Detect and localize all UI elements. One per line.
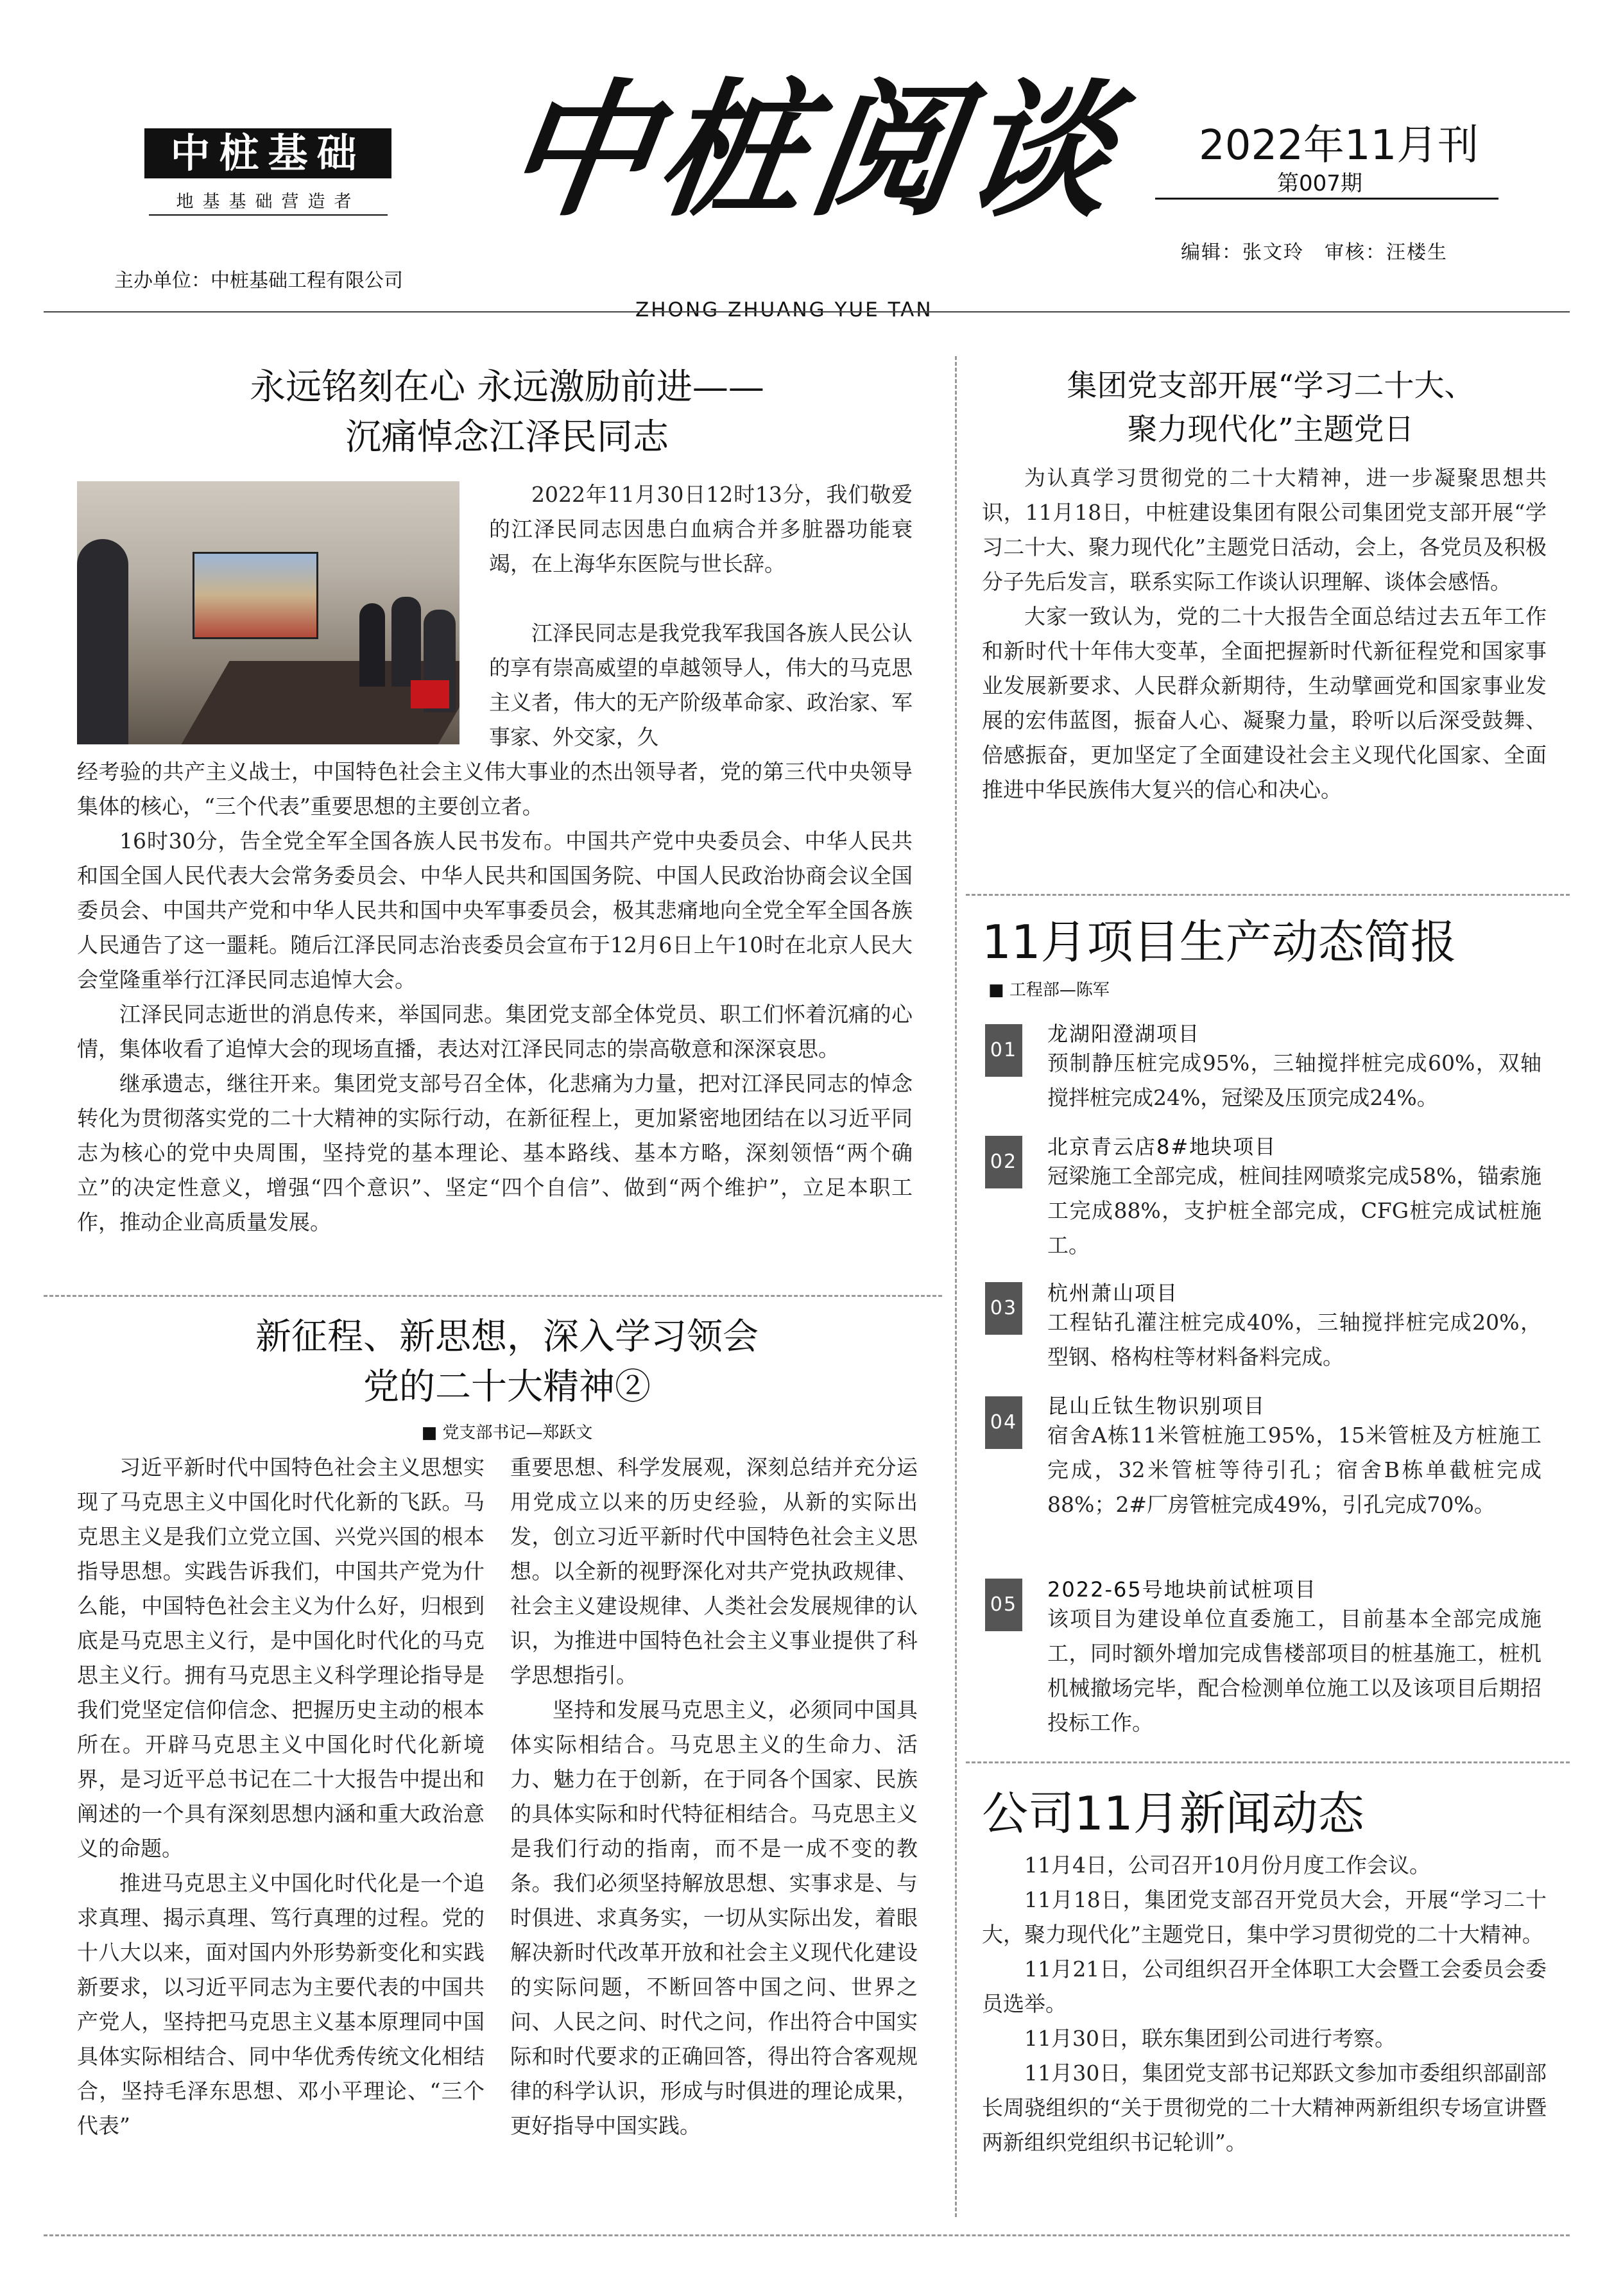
left-section-divider <box>44 1295 942 1297</box>
article3-body: 为认真学习贯彻党的二十大精神，进一步凝聚思想共识，11月18日，中桩建设集团有限公司集团党支部开展“学习二十大、聚力现代化”主题党日活动，会上，各党员及积极分子先后发言，联系实际工作谈认识理解、谈体会感悟。 大家一致认为，党的二十大报告全面总结过去五年工作和新时代十年伟大变革，全面把握新时代新征程党和国家事业发展新要求、人民群众新期待，生动擘画党和国家事业发展的宏伟蓝图，振奋人心、凝聚力量，聆听以后深受鼓舞、倍感振奋，更加坚定了全面建设社会主义现代化国家、全面推进中华民族伟大复兴的信心和决心。 <box>982 465 1547 802</box>
issue-number: 第007期 <box>1277 171 1362 196</box>
project-name: 昆山丘钛生物识别项目 <box>1047 1394 1266 1418</box>
article1-title-line2: 沉痛悼念江泽民同志 <box>345 416 669 458</box>
project-desc: 该项目为建设单位直委施工，目前基本全部完成施工，同时额外增加完成售楼部项目的桩基施工，桩机机械撤场完毕，配合检测单位施工以及该项目后期招投标工作。 <box>1047 1606 1541 1735</box>
logo: 中桩基础 <box>144 128 391 178</box>
project-name: 龙湖阳澄湖项目 <box>1047 1022 1201 1046</box>
article3-title-line2: 聚力现代化”主题党日 <box>1127 412 1414 447</box>
project-desc: 冠梁施工全部完成，桩间挂网喷浆完成58%，锚索施工完成88%，支护桩全部完成，CFG桩完成试桩施工。 <box>1047 1163 1541 1258</box>
article2-byline: ■ 党支部书记—郑跃文 <box>421 1423 593 1443</box>
article1-para2-start: 江泽民同志是我党我军我国各族人民公认的享有崇高威望的卓越领导人，伟大的马克思主义者，伟大的无产阶级革命家、政治家、军事家、外交家，久 <box>489 621 913 750</box>
news-item: 11月4日，公司召开10月份月度工作会议。 <box>1024 1853 1430 1878</box>
issue-date: 2022年11月刊 <box>1199 122 1479 169</box>
article2-title-line1: 新征程、新思想，深入学习领会 <box>255 1316 759 1358</box>
project-desc: 宿舍A栋11米管桩施工95%，15米管桩及方桩施工完成，32米管桩等待引孔；宿舍B栋单截桩完成88%；2#厂房管桩完成49%，引孔完成70%。 <box>1047 1423 1541 1517</box>
article3-title-line1: 集团党支部开展“学习二十大、 <box>1067 368 1475 404</box>
news-item: 11月30日，集团党支部书记郑跃文参加市委组织部副部长周骁组织的“关于贯彻党的二十大精神两新组织专场宣讲暨两新组织党组织书记轮训”。 <box>982 2060 1547 2155</box>
project-name: 杭州萧山项目 <box>1047 1281 1179 1305</box>
article2-col2: 重要思想、科学发展观，深刻总结并充分运用党成立以来的历史经验，从新的实际出发，创立习近平新时代中国特色社会主义思想。以全新的视野深化对共产党执政规律、社会主义建设规律、人类社会发展规律的认识，为推进中国特色社会主义事业提供了科学思想指引。 坚持和发展马克思主义，必须同中国具体实际相结合。马克思主义的生命力、活力、魅力在于创新，在于同各个国家、民族的具体实际和时代特征相结合。马克思主义是我们行动的指南，而不是一成不变的教条。我们必须坚持解放思想、实事求是、与时俱进、求真务实，一切从实际出发，着眼解决新时代改革开放和社会主义现代化建设的实际问题，不断回答中国之问、世界之问、人民之问、时代之问，作出符合中国实际和时代要求的正确回答，得出符合客观规律的科学认识，形成与时俱进的理论成果，更好指导中国实践。 <box>510 1455 918 2138</box>
project-desc: 预制静压桩完成95%，三轴搅拌桩完成60%，双轴搅拌桩完成24%，冠梁及压顶完成24%。 <box>1047 1050 1541 1110</box>
article2-title-line2: 党的二十大精神② <box>363 1366 651 1408</box>
host-organization: 主办单位：中桩基础工程有限公司 <box>114 270 403 292</box>
project-number: 05 <box>985 1579 1022 1631</box>
news-item: 11月18日，集团党支部召开党员大会，开展“学习二十大，聚力现代化”主题党日，集中学习贯彻党的二十大精神。 <box>982 1887 1547 1947</box>
footer-rule <box>44 2234 1570 2236</box>
projects-byline: ■ 工程部—陈军 <box>988 981 1110 1000</box>
newsletter-pinyin: ZHONG ZHUANG YUE TAN <box>635 298 933 321</box>
project-name: 北京青云店8#地块项目 <box>1047 1135 1277 1159</box>
project-number: 02 <box>985 1136 1022 1188</box>
editors: 编辑：张文玲 审核：汪楼生 <box>1181 241 1448 264</box>
memorial-photo <box>77 481 459 744</box>
project-number: 03 <box>985 1282 1022 1335</box>
newsletter-title: 中桩阅谈 <box>495 64 1130 236</box>
project-number: 04 <box>985 1396 1022 1449</box>
article1-body: 经考验的共产主义战士，中国特色社会主义伟大事业的杰出领导者，党的第三代中央领导集体的核心，“三个代表”重要思想的主要创立者。 16时30分，告全党全军全国各族人民书发布。中国共产党中央委员会、中华人民共和国全国人民代表大会常务委员会、中华人民共和国国务院、中国人民政治协商会议全国委员会、中国共产党和中华人民共和国中央军事委员会，极其悲痛地向全党全军全国各族人民通告了这一噩耗。随后江泽民同志治丧委员会宣布于12月6日上午10时在北京人民大会堂隆重举行江泽民同志追悼大会。 江泽民同志逝世的消息传来，举国同悲。集团党支部全体党员、职工们怀着沉痛的心情，集体收看了追悼大会的现场直播，表达对江泽民同志的崇高敬意和深深哀思。 继承遗志，继往开来。集团党支部号召全体，化悲痛为力量，把对江泽民同志的悼念转化为贯彻落实党的二十大精神的实际行动，在新征程上，更加紧密地团结在以习近平同志为核心的党中央周围，坚持党的基本理论、基本路线、基本方略，深刻领悟“两个确立”的决定性意义，增强“四个意识”、坚定“四个自信”、做到“两个维护”，立足本职工作，推动企业高质量发展。 <box>77 759 913 1235</box>
news-item: 11月30日，联东集团到公司进行考察。 <box>1024 2026 1396 2051</box>
article1-para1: 2022年11月30日12时13分，我们敬爱的江泽民同志因患白血病合并多脏器功能衰竭，在上海华东医院与世长辞。 <box>489 482 913 576</box>
news-list <box>982 1848 1547 2160</box>
article2-col1: 习近平新时代中国特色社会主义思想实现了马克思主义中国化时代化新的飞跃。马克思主义是我们立党立国、兴党兴国的根本指导思想。实践告诉我们，中国共产党为什么能，中国特色社会主义为什么好，归根到底是马克思主义行，是中国化时代化的马克思主义行。拥有马克思主义科学理论指导是我们党坚定信仰信念、把握历史主动的根本所在。开辟马克思主义中国化时代化新境界，是习近平总书记在二十大报告中提出和阐述的一个具有深刻思想内涵和重大政治意义的命题。 推进马克思主义中国化时代化是一个追求真理、揭示真理、笃行真理的过程。党的十八大以来，面对国内外形势新变化和实践新要求，以习近平同志为主要代表的中国共产党人，坚持把马克思主义基本原理同中国具体实际相结合、同中华优秀传统文化相结合，坚持毛泽东思想、邓小平理论、“三个代表” <box>77 1455 485 2138</box>
project-desc: 工程钻孔灌注桩完成40%，三轴搅拌桩完成20%，型钢、格构柱等材料备料完成。 <box>1047 1310 1541 1369</box>
column-divider <box>955 356 957 2217</box>
article1-title-line1: 永远铭刻在心 永远激励前进—— <box>250 366 764 408</box>
logo-slogan: 地基基础营造者 <box>176 192 361 212</box>
projects-title: 11月项目生产动态简报 <box>982 915 1457 969</box>
logo-divider <box>149 214 388 216</box>
issue-divider <box>1155 198 1498 200</box>
right-section-divider-2 <box>966 1761 1570 1763</box>
right-section-divider-1 <box>966 894 1570 896</box>
news-item: 11月21日，公司组织召开全体职工大会暨工会委员会委员选举。 <box>982 1957 1547 2016</box>
news-title: 公司11月新闻动态 <box>982 1786 1364 1840</box>
masthead-rule <box>44 311 1570 313</box>
project-name: 2022-65号地块前试桩项目 <box>1047 1577 1317 1602</box>
project-number: 01 <box>985 1024 1022 1077</box>
